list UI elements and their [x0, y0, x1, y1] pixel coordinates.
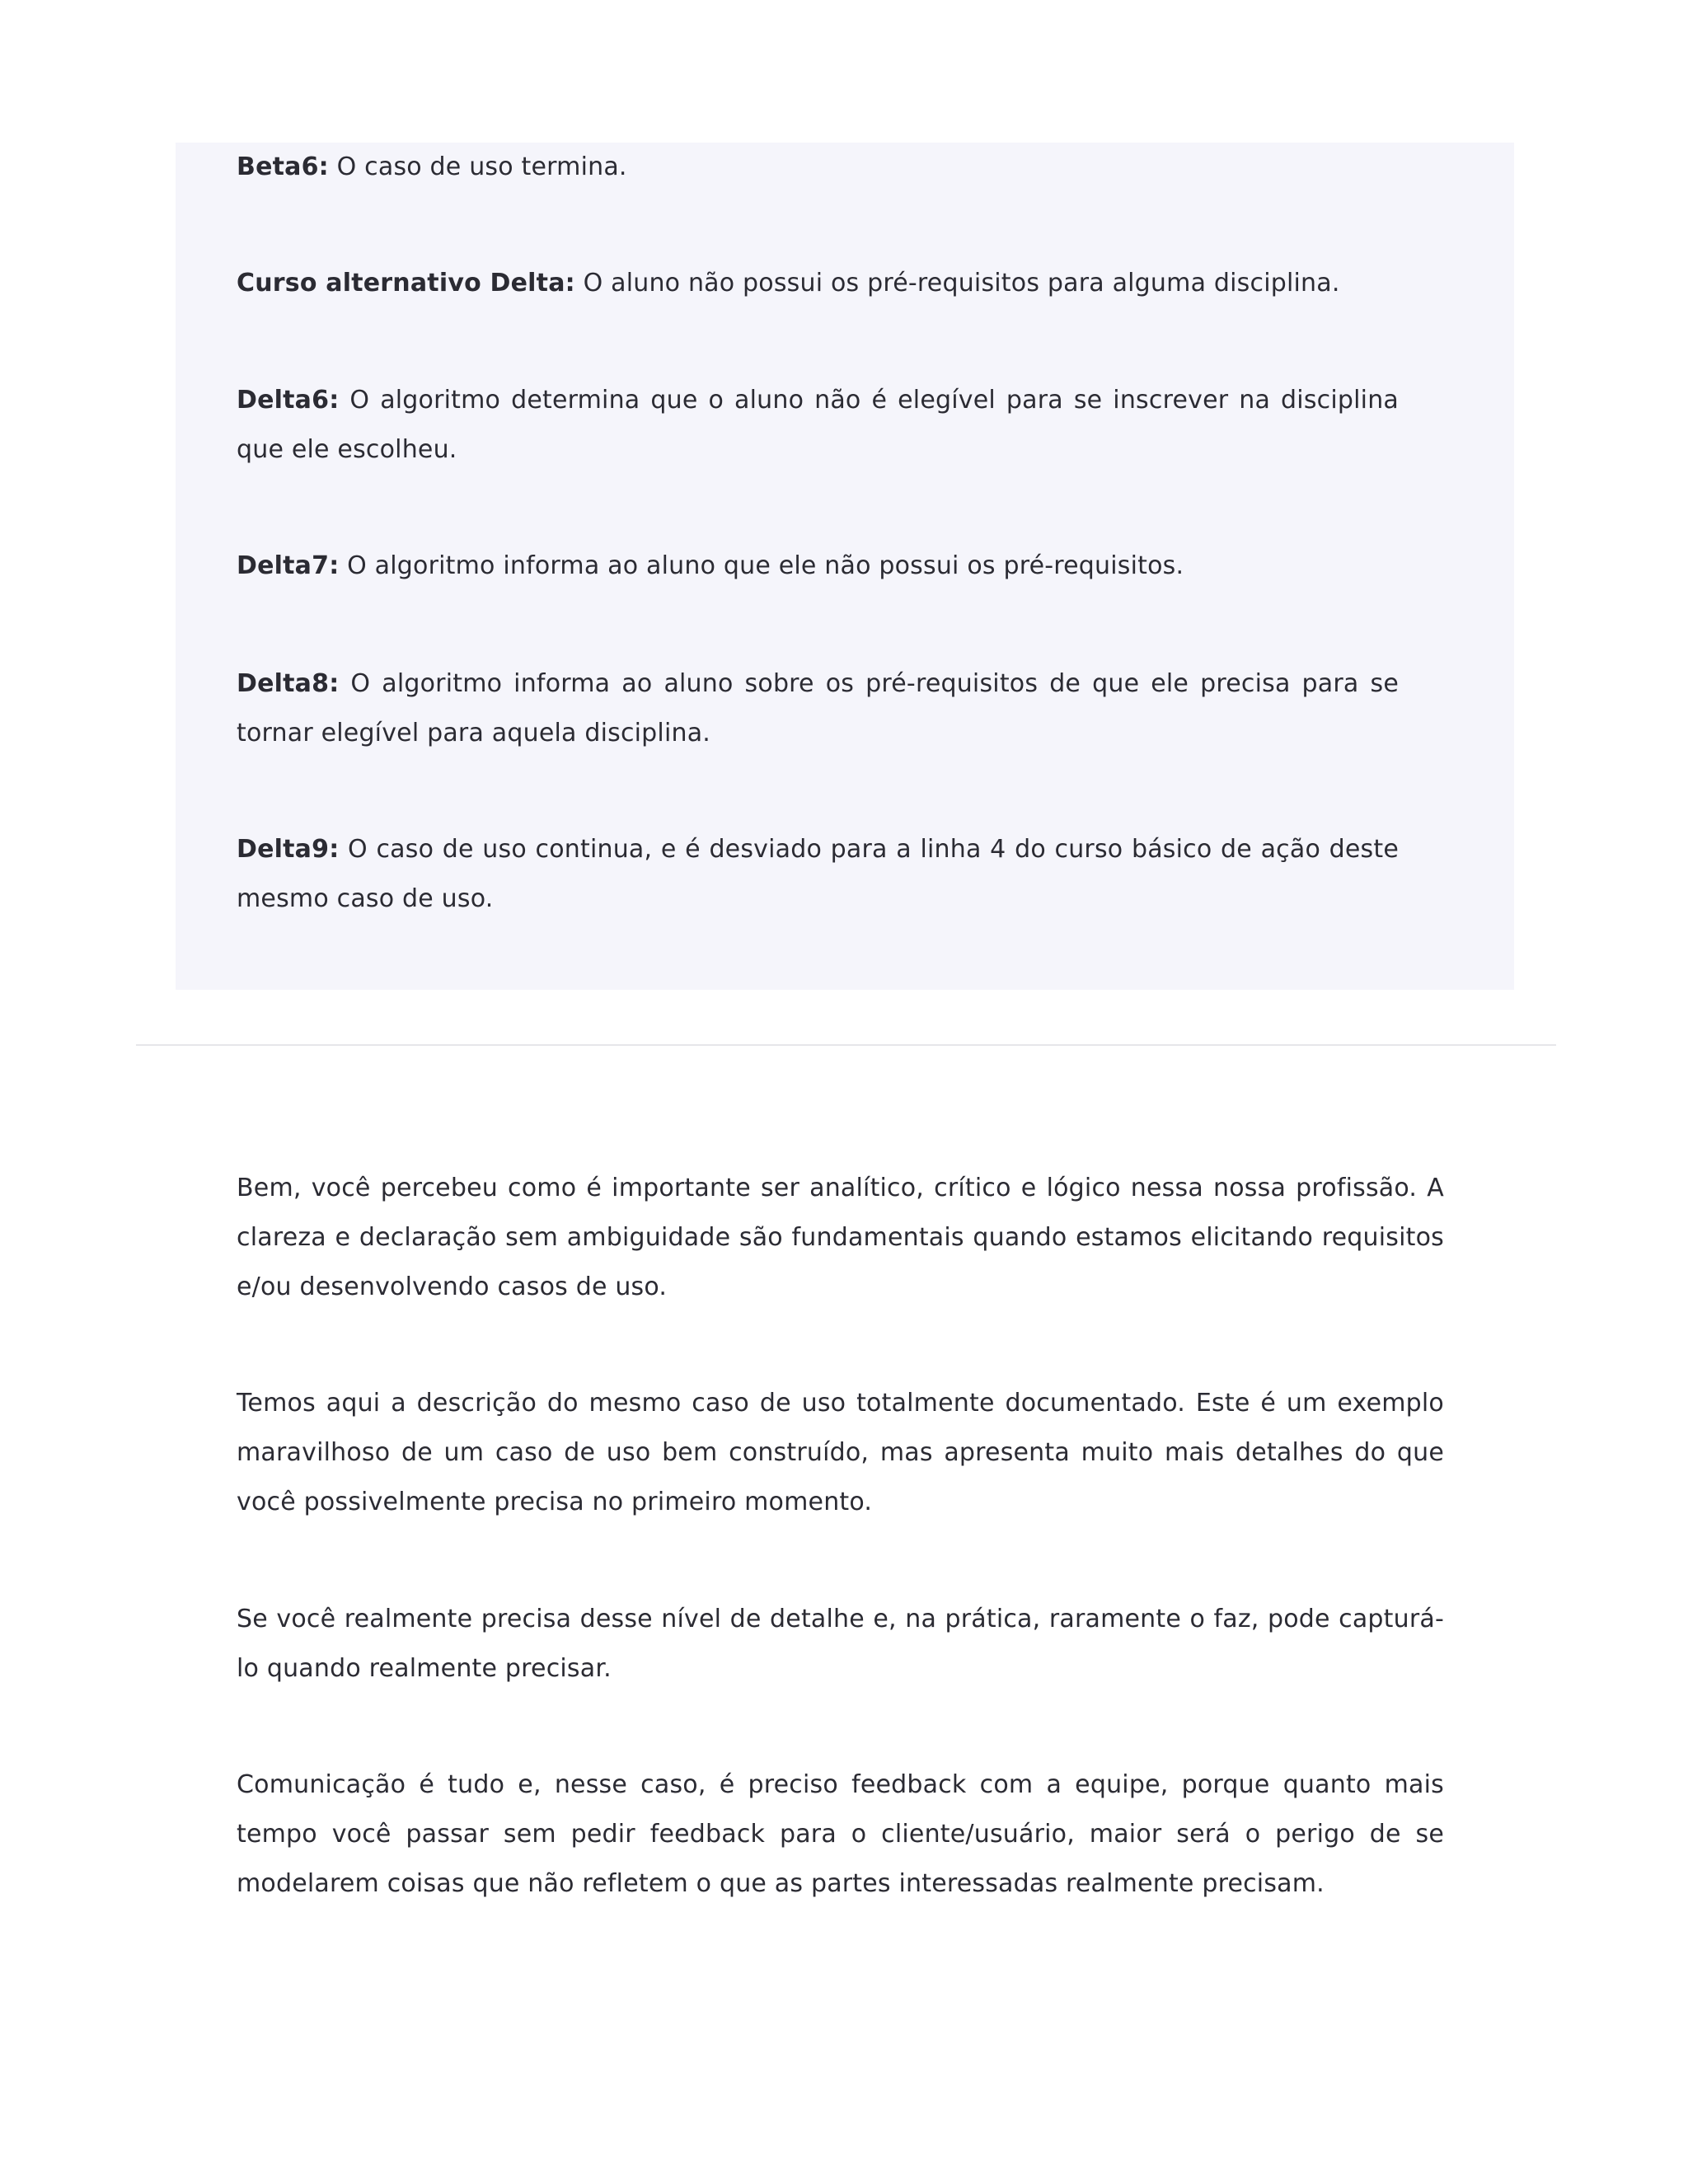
paragraph-detail-level: Se você realmente precisa desse nível de detalhe e, na prática, raramente o faz, pode capturá-lo quando realmente precisar.: [237, 1605, 1444, 1683]
step-delta8: [237, 659, 1399, 758]
step-text: O algoritmo informa ao aluno sobre os pré-requisitos de que ele precisa para se tornar elegível para aquela disciplina.: [237, 669, 1399, 748]
step-text: O aluno não possui os pré-requisitos para alguma disciplina.: [574, 269, 1340, 298]
step-delta9: [237, 825, 1399, 924]
step-label: Beta6:: [237, 152, 329, 181]
paragraph-documented-case: Temos aqui a descrição do mesmo caso de uso totalmente documentado. Este é um exemplo maravilhoso de um caso de uso bem construído, mas apresenta muito mais detalhes do que você possivelmente precisa no primeiro momento.: [237, 1389, 1444, 1516]
step-delta6: [237, 376, 1399, 475]
section-divider: [136, 1044, 1556, 1046]
step-label: Delta9:: [237, 835, 340, 864]
step-text: O caso de uso termina.: [328, 152, 627, 181]
paragraph-analytic: Bem, você percebeu como é importante ser analítico, crítico e lógico nessa nossa profissão. A clareza e declaração sem ambiguidade são fundamentais quando estamos elicitando requisitos e/ou desenvolvendo casos de uso.: [237, 1174, 1444, 1301]
alt-course-delta: [237, 259, 1399, 308]
step-delta7: [237, 541, 1399, 591]
step-label: Curso alternativo Delta:: [237, 269, 575, 298]
paragraph-communication: Comunicação é tudo e, nesse caso, é preciso feedback com a equipe, porque quanto mais tempo você passar sem pedir feedback para o cliente/usuário, maior será o perigo de se modelarem coisas que não refletem o que as partes interessadas realmente precisam.: [237, 1770, 1444, 1898]
step-label: Delta8:: [237, 669, 340, 698]
step-text: O algoritmo determina que o aluno não é elegível para se inscrever na disciplina que ele escolheu.: [237, 386, 1399, 464]
step-text: O caso de uso continua, e é desviado para a linha 4 do curso básico de ação deste mesmo caso de uso.: [237, 835, 1399, 913]
step-label: Delta7:: [237, 551, 340, 580]
step-label: Delta6:: [237, 386, 340, 415]
step-text: O algoritmo informa ao aluno que ele não possui os pré-requisitos.: [339, 551, 1184, 580]
step-beta6: [237, 143, 1399, 192]
